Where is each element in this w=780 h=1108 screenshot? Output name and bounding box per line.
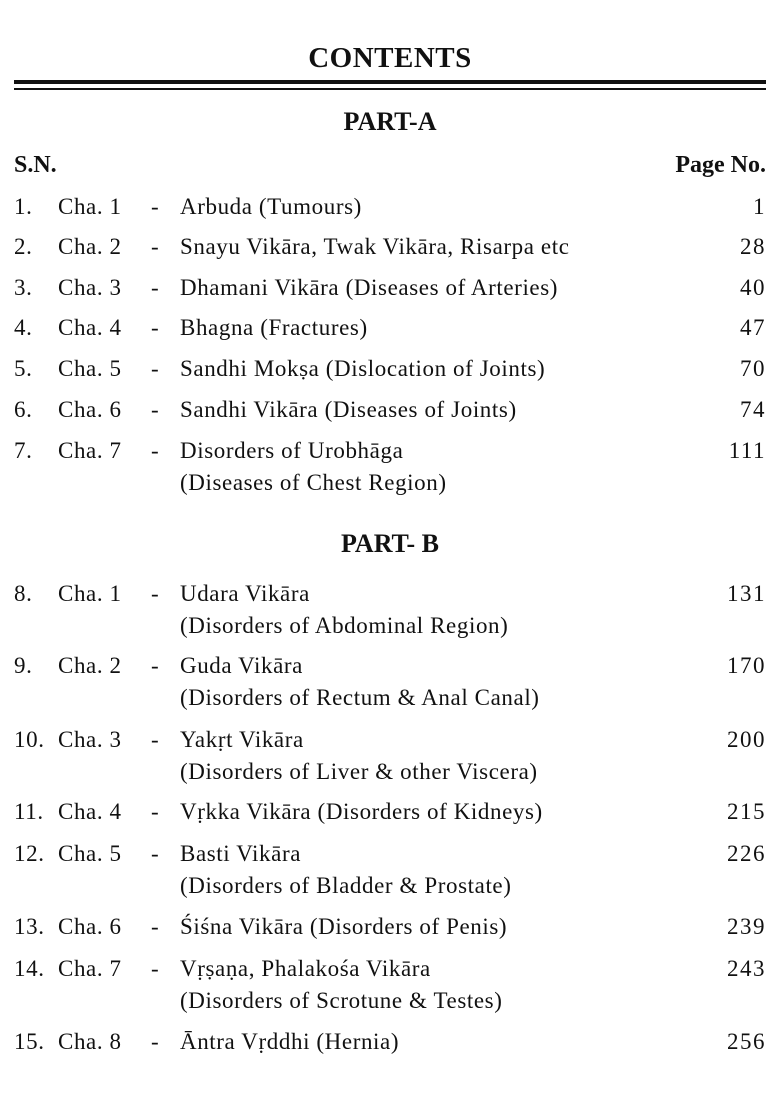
- entry-chapter: Cha. 4: [58, 799, 122, 824]
- entry-subtitle: (Disorders of Bladder & Prostate): [180, 873, 512, 898]
- entry-chapter: Cha. 8: [58, 1029, 122, 1054]
- entry-page-number: 226: [727, 841, 766, 866]
- entry-page-number: 170: [727, 653, 766, 678]
- entry-number: 10.: [14, 727, 45, 752]
- entry-page-number: 243: [727, 956, 766, 981]
- entry-page-number: 111: [728, 438, 766, 463]
- entry-subtitle: (Disorders of Scrotune & Testes): [180, 988, 503, 1013]
- entry-dash: -: [151, 438, 160, 463]
- entry-dash: -: [151, 914, 160, 939]
- entry-page-number: 28: [740, 234, 766, 259]
- entry-chapter: Cha. 4: [58, 315, 122, 340]
- entry-dash: -: [151, 1029, 160, 1054]
- title-double-rule-bottom: [14, 88, 766, 90]
- entry-dash: -: [151, 841, 160, 866]
- entry-title: Basti Vikāra: [180, 841, 302, 866]
- entry-number: 7.: [14, 438, 33, 463]
- entry-page-number: 40: [740, 275, 766, 300]
- entry-title: Dhamani Vikāra (Diseases of Arteries): [180, 275, 559, 300]
- entry-dash: -: [151, 799, 160, 824]
- entry-subtitle: (Disorders of Liver & other Viscera): [180, 759, 538, 784]
- entry-number: 8.: [14, 581, 33, 606]
- entry-number: 14.: [14, 956, 45, 981]
- entry-page-number: 74: [740, 397, 766, 422]
- entry-page-number: 1: [753, 194, 766, 219]
- entry-number: 15.: [14, 1029, 45, 1054]
- entry-dash: -: [151, 581, 160, 606]
- entry-chapter: Cha. 2: [58, 234, 122, 259]
- entry-page-number: 131: [727, 581, 766, 606]
- part-b-heading: PART- B: [340, 529, 440, 558]
- entry-dash: -: [151, 397, 160, 422]
- entry-dash: -: [151, 275, 160, 300]
- entry-subtitle: (Diseases of Chest Region): [180, 470, 447, 495]
- entry-number: 3.: [14, 275, 33, 300]
- entry-title: Arbuda (Tumours): [180, 194, 362, 219]
- entry-chapter: Cha. 2: [58, 653, 122, 678]
- entry-number: 1.: [14, 194, 33, 219]
- entry-chapter: Cha. 5: [58, 356, 122, 381]
- entry-dash: -: [151, 356, 160, 381]
- entry-number: 2.: [14, 234, 33, 259]
- entry-number: 11.: [14, 799, 44, 824]
- entry-number: 5.: [14, 356, 33, 381]
- entry-page-number: 256: [727, 1029, 766, 1054]
- entry-dash: -: [151, 194, 160, 219]
- title-double-rule-top: [14, 80, 766, 84]
- entry-title: Vṛkka Vikāra (Disorders of Kidneys): [180, 799, 543, 824]
- entry-page-number: 47: [740, 315, 766, 340]
- entry-dash: -: [151, 315, 160, 340]
- page-no-column-header: Page No.: [675, 152, 766, 178]
- entry-number: 6.: [14, 397, 33, 422]
- entry-chapter: Cha. 3: [58, 727, 122, 752]
- entry-dash: -: [151, 956, 160, 981]
- entry-chapter: Cha. 7: [58, 438, 122, 463]
- entry-number: 4.: [14, 315, 33, 340]
- entry-number: 13.: [14, 914, 45, 939]
- entry-title: Sandhi Mokṣa (Dislocation of Joints): [180, 356, 546, 381]
- entry-page-number: 215: [727, 799, 766, 824]
- entry-title: Śiśna Vikāra (Disorders of Penis): [180, 914, 508, 939]
- entry-dash: -: [151, 653, 160, 678]
- entry-page-number: 70: [740, 356, 766, 381]
- entry-subtitle: (Disorders of Abdominal Region): [180, 613, 509, 638]
- entry-number: 12.: [14, 841, 45, 866]
- entry-dash: -: [151, 727, 160, 752]
- entry-chapter: Cha. 7: [58, 956, 122, 981]
- page-title: CONTENTS: [308, 42, 472, 74]
- entry-title: Sandhi Vikāra (Diseases of Joints): [180, 397, 517, 422]
- entry-title: Āntra Vṛddhi (Hernia): [180, 1029, 400, 1054]
- entry-chapter: Cha. 1: [58, 581, 122, 606]
- part-a-heading: PART-A: [343, 107, 437, 136]
- entry-page-number: 239: [727, 914, 766, 939]
- entry-chapter: Cha. 5: [58, 841, 122, 866]
- entry-title: Yakṛt Vikāra: [180, 727, 304, 752]
- entry-title: Disorders of Urobhāga: [180, 438, 404, 463]
- entry-chapter: Cha. 6: [58, 914, 122, 939]
- entry-title: Udara Vikāra: [180, 581, 310, 606]
- entry-title: Vṛṣaṇa, Phalakośa Vikāra: [180, 956, 431, 981]
- entry-title: Bhagna (Fractures): [180, 315, 368, 340]
- entry-chapter: Cha. 1: [58, 194, 122, 219]
- entry-subtitle: (Disorders of Rectum & Anal Canal): [180, 685, 540, 710]
- entry-page-number: 200: [727, 727, 766, 752]
- entry-title: Guda Vikāra: [180, 653, 303, 678]
- entry-chapter: Cha. 6: [58, 397, 122, 422]
- entry-number: 9.: [14, 653, 33, 678]
- entry-title: Snayu Vikāra, Twak Vikāra, Risarpa etc: [180, 234, 570, 259]
- entry-chapter: Cha. 3: [58, 275, 122, 300]
- sn-column-header: S.N.: [14, 152, 57, 178]
- entry-dash: -: [151, 234, 160, 259]
